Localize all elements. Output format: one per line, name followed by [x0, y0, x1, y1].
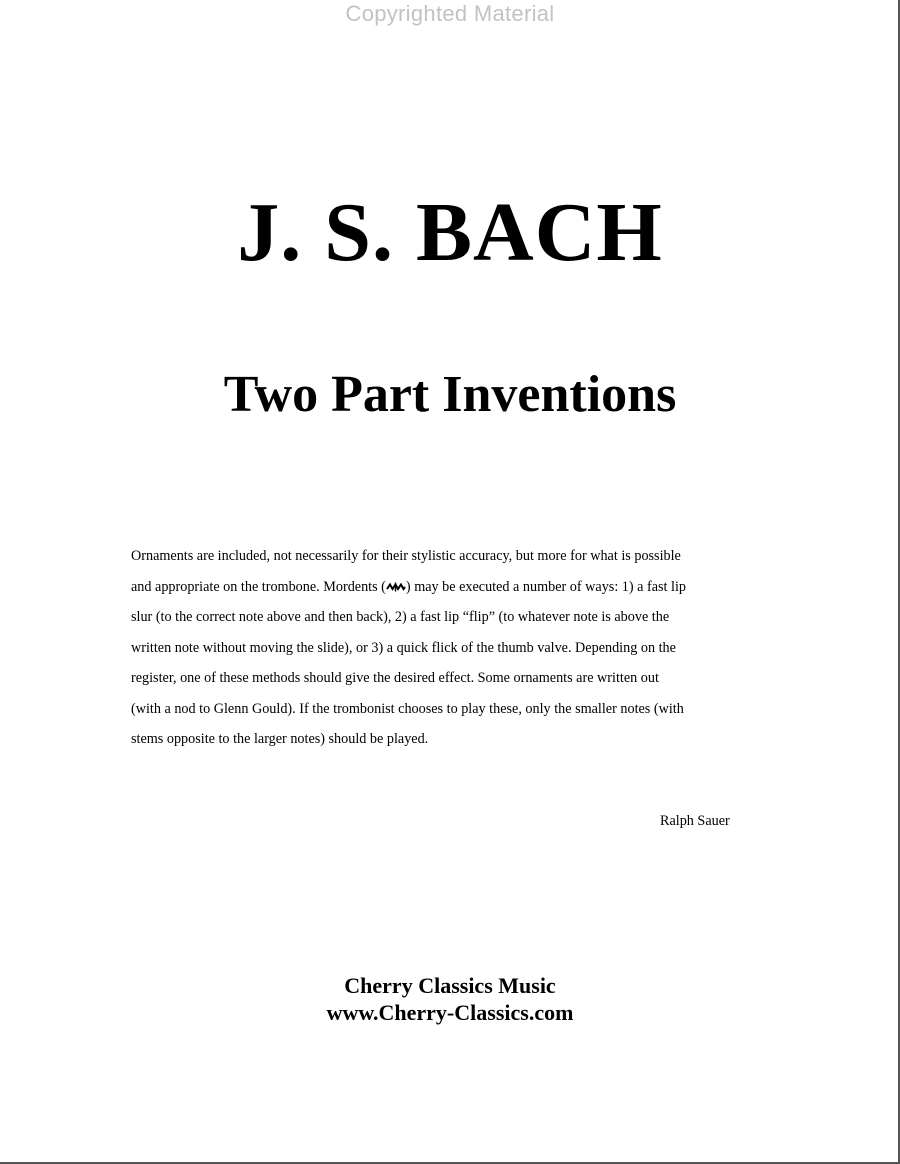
notes-line: written note without moving the slide), or 3) a quick flick of the thumb valve. Depending on the — [131, 639, 676, 656]
publisher-website: www.Cherry-Classics.com — [326, 1000, 574, 1025]
notes-line: (with a nod to Glenn Gould). If the trombonist chooses to play these, only the smaller notes (with — [131, 700, 684, 717]
notes-line: register, one of these methods should give the desired effect. Some ornaments are written out — [131, 670, 659, 686]
work-title: Two Part Inventions — [223, 366, 677, 423]
publisher-name: Cherry Classics Music — [344, 973, 556, 998]
notes-line: Ornaments are included, not necessarily for their stylistic accuracy, but more for what is possible — [131, 548, 681, 564]
publisher-block — [0, 972, 900, 1026]
performance-notes — [131, 541, 771, 755]
notes-line-segment: and appropriate on the trombone. Mordents ( — [131, 578, 386, 595]
notes-line: slur (to the correct note above and then back), 2) a fast lip “flip” (to whatever note is above the — [131, 609, 670, 625]
composer-heading: J. S. BACH — [237, 186, 663, 279]
notes-line: stems opposite to the larger notes) should be played. — [131, 731, 429, 747]
mordent-icon — [386, 582, 406, 592]
notes-line — [131, 572, 771, 603]
author-signature: Ralph Sauer — [660, 813, 730, 829]
copyright-watermark: Copyrighted Material — [345, 1, 555, 26]
notes-line-segment: ) may be executed a number of ways: 1) a fast lip — [405, 578, 687, 595]
